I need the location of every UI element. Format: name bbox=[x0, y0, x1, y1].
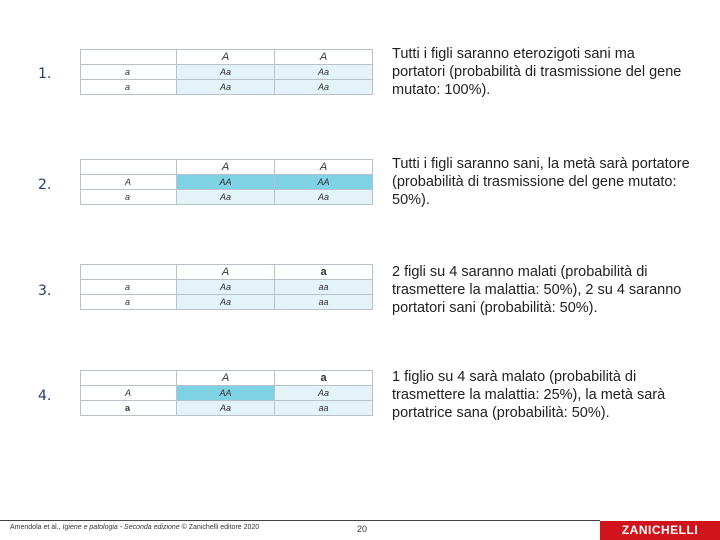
header-allele: A bbox=[177, 371, 275, 386]
description-2: Tutti i figli saranno sani, la metà sarà portatore (probabilità di trasmissione del gene mutato: 50%). bbox=[392, 156, 690, 208]
footer-publisher: © Zanichelli editore 2020 bbox=[181, 524, 260, 531]
header-allele: A bbox=[275, 50, 373, 65]
genotype-cell: Aa bbox=[275, 80, 373, 95]
genotype-cell: Aa bbox=[275, 190, 373, 205]
genotype-cell: Aa bbox=[177, 190, 275, 205]
corner-cell bbox=[81, 160, 177, 175]
corner-cell bbox=[81, 371, 177, 386]
genotype-cell: aa bbox=[275, 401, 373, 416]
genotype-cell: AA bbox=[177, 386, 275, 401]
page-number: 20 bbox=[357, 524, 368, 534]
corner-cell bbox=[81, 50, 177, 65]
genotype-cell: aa bbox=[275, 295, 373, 310]
row-allele: a bbox=[81, 280, 177, 295]
description-4: 1 figlio su 4 sarà malato (probabilità di trasmettere la malattia: 25%), la metà sarà portatrice sana (probabilità: 50%). bbox=[392, 369, 666, 421]
punnett-square-1 bbox=[80, 49, 373, 95]
row-number-4: 4. bbox=[38, 388, 52, 404]
row-allele: a bbox=[81, 80, 177, 95]
row-number-2: 2. bbox=[38, 177, 52, 193]
row-allele: a bbox=[81, 295, 177, 310]
footer-divider bbox=[0, 520, 600, 521]
genotype-cell: Aa bbox=[177, 295, 275, 310]
row-allele: A bbox=[81, 175, 177, 190]
description-3: 2 figli su 4 saranno malati (probabilità di trasmettere la malattia: 50%), 2 su 4 saranno portatori sani (probabilità: 50%). bbox=[392, 264, 682, 316]
footer-authors: Amendola et al., bbox=[10, 524, 61, 531]
genotype-cell: AA bbox=[177, 175, 275, 190]
header-allele: A bbox=[275, 160, 373, 175]
genotype-cell: AA bbox=[275, 175, 373, 190]
punnett-square-4 bbox=[80, 370, 373, 416]
row-allele: a bbox=[81, 401, 177, 416]
header-allele: a bbox=[275, 265, 373, 280]
row-allele: a bbox=[81, 65, 177, 80]
punnett-square-3 bbox=[80, 264, 373, 310]
footer-credits bbox=[10, 524, 259, 531]
corner-cell bbox=[81, 265, 177, 280]
genotype-cell: aa bbox=[275, 280, 373, 295]
genotype-cell: Aa bbox=[177, 280, 275, 295]
row-allele: A bbox=[81, 386, 177, 401]
zanichelli-logo: ZANICHELLI bbox=[600, 521, 720, 540]
header-allele: a bbox=[275, 371, 373, 386]
row-number-1: 1. bbox=[38, 66, 52, 82]
header-allele: A bbox=[177, 265, 275, 280]
genotype-cell: Aa bbox=[275, 65, 373, 80]
genotype-cell: Aa bbox=[275, 386, 373, 401]
genotype-cell: Aa bbox=[177, 401, 275, 416]
header-allele: A bbox=[177, 50, 275, 65]
genotype-cell: Aa bbox=[177, 80, 275, 95]
row-allele: a bbox=[81, 190, 177, 205]
genotype-cell: Aa bbox=[177, 65, 275, 80]
footer-book-title: Igiene e patologia - Seconda edizione bbox=[62, 524, 180, 531]
row-number-3: 3. bbox=[38, 283, 52, 299]
punnett-square-2 bbox=[80, 159, 373, 205]
header-allele: A bbox=[177, 160, 275, 175]
description-1: Tutti i figli saranno eterozigoti sani ma portatori (probabilità di trasmissione del gene mutato: 100%). bbox=[392, 46, 682, 98]
